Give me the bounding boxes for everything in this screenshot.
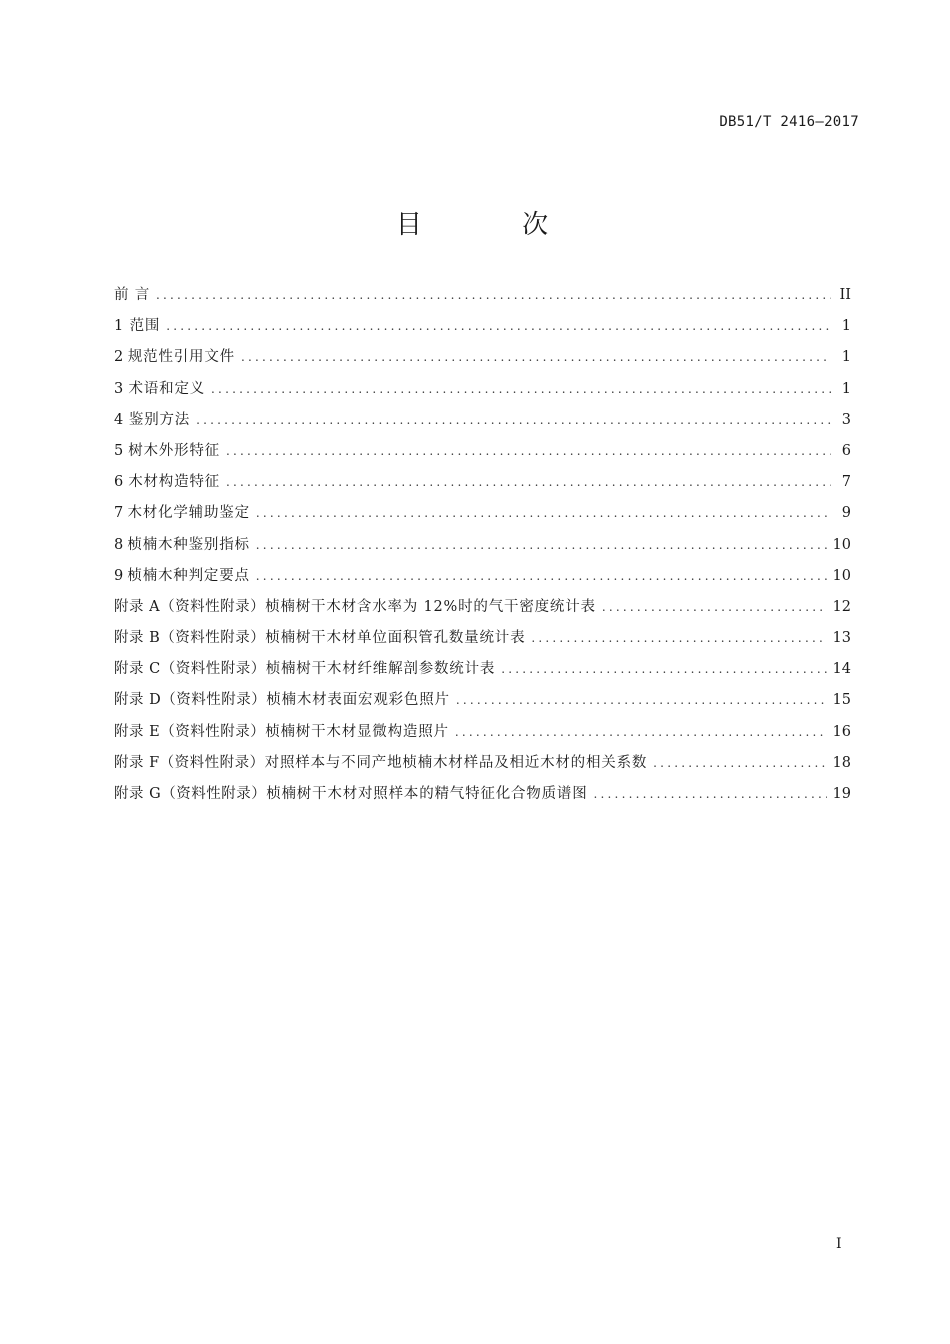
toc-entry-number: 3: [114, 380, 124, 397]
toc-entry-title: 木材化学辅助鉴定: [127, 505, 250, 522]
page-number: I: [836, 1236, 842, 1252]
toc-leader-dots: [456, 693, 827, 707]
toc-annex-title: 桢楠树干木材对照样本的精气特征化合物质谱图: [266, 786, 588, 802]
toc-entry-page: 10: [832, 567, 851, 584]
toc-entry-title: 鉴别方法: [128, 411, 191, 428]
toc-entry-title: 规范性引用文件: [127, 349, 235, 366]
toc-entry-1[interactable]: [114, 314, 851, 345]
toc-annex-d[interactable]: [114, 688, 851, 719]
toc-annex-c[interactable]: [114, 657, 851, 688]
toc-entry-number: 9: [114, 567, 124, 584]
toc-entry-number: 4: [114, 411, 124, 428]
toc-leader-dots: [455, 725, 827, 739]
toc-annex-page: 13: [832, 630, 851, 647]
toc-annex-label: 附录 G（资料性附录）: [114, 786, 267, 802]
toc-annex-title: 桢楠树干木材单位面积管孔数量统计表: [265, 630, 526, 647]
toc-leader-dots: [211, 382, 831, 396]
toc-annex-g[interactable]: [114, 782, 851, 813]
toc-leader-dots: [241, 350, 831, 364]
toc-entry-page: 3: [841, 411, 851, 428]
toc-entry-title: 树木外形特征: [128, 442, 220, 459]
toc-entry-number: 7: [114, 505, 124, 522]
toc-entry-page: 1: [841, 380, 851, 397]
toc-entry-8[interactable]: [114, 533, 851, 564]
toc-entry-number: 2: [114, 349, 124, 366]
toc-annex-page: 18: [832, 754, 851, 771]
document-code: DB51/T 2416—2017: [719, 114, 859, 130]
toc-entry-7[interactable]: [114, 501, 851, 532]
table-of-contents: [114, 283, 851, 813]
toc-entry-foreword[interactable]: [114, 283, 851, 314]
toc-entry-page: 10: [832, 536, 851, 553]
toc-entry-page: 1: [841, 349, 851, 366]
toc-leader-dots: [166, 319, 831, 333]
toc-entry-number: 5: [114, 442, 124, 459]
toc-annex-a[interactable]: [114, 595, 851, 626]
toc-entry-title: 前 言: [114, 287, 151, 303]
page-title: 目 次: [395, 210, 595, 240]
toc-leader-dots: [501, 662, 826, 676]
toc-annex-page: 14: [832, 661, 851, 678]
toc-entry-title: 术语和定义: [128, 380, 206, 397]
toc-entry-title: 桢楠木种鉴别指标: [127, 536, 250, 553]
toc-annex-title: 桢楠树干木材纤维解剖参数统计表: [265, 661, 496, 678]
toc-annex-label: 附录 B（资料性附录）: [114, 630, 266, 647]
toc-entry-6[interactable]: [114, 470, 851, 501]
toc-entry-3[interactable]: [114, 377, 851, 408]
toc-annex-label: 附录 D（资料性附录）: [114, 692, 267, 709]
toc-annex-page: 19: [832, 786, 851, 802]
toc-entry-number: 8: [114, 536, 124, 553]
toc-leader-dots: [531, 631, 826, 645]
toc-leader-dots: [653, 756, 826, 770]
toc-annex-b[interactable]: [114, 626, 851, 657]
toc-entry-title: 范围: [129, 318, 161, 335]
toc-annex-page: 16: [832, 723, 851, 740]
toc-leader-dots: [256, 506, 831, 520]
toc-annex-label: 附录 E（资料性附录）: [114, 723, 266, 740]
toc-leader-dots: [196, 413, 831, 427]
toc-annex-f[interactable]: [114, 751, 851, 782]
toc-entry-page: II: [839, 287, 851, 303]
toc-annex-page: 15: [832, 692, 851, 709]
toc-annex-label: 附录 F（资料性附录）: [114, 754, 265, 771]
toc-entry-2[interactable]: [114, 345, 851, 376]
toc-leader-dots: [602, 600, 827, 614]
toc-entry-page: 7: [841, 474, 851, 491]
toc-annex-title: 对照样本与不同产地桢楠木材样品及相近木材的相关系数: [264, 754, 648, 771]
toc-leader-dots: [226, 444, 831, 458]
toc-leader-dots: [594, 787, 827, 801]
toc-annex-label: 附录 C（资料性附录）: [114, 661, 266, 678]
toc-entry-number: 1: [114, 318, 124, 335]
toc-entry-5[interactable]: [114, 439, 851, 470]
toc-entry-page: 1: [841, 318, 851, 335]
toc-annex-label: 附录 A（资料性附录）: [114, 598, 266, 615]
toc-entry-page: 6: [841, 442, 851, 459]
toc-leader-dots: [256, 538, 827, 552]
toc-annex-title: 桢楠树干木材显微构造照片: [265, 723, 449, 740]
toc-entry-number: 6: [114, 474, 124, 491]
toc-annex-page: 12: [832, 598, 851, 615]
toc-annex-title: 桢楠树干木材含水率为 12%时的气干密度统计表: [265, 598, 596, 615]
toc-entry-page: 9: [841, 505, 851, 522]
toc-entry-title: 木材构造特征: [128, 474, 220, 491]
toc-entry-4[interactable]: [114, 408, 851, 439]
toc-annex-e[interactable]: [114, 720, 851, 751]
toc-entry-title: 桢楠木种判定要点: [127, 567, 250, 584]
toc-entry-9[interactable]: [114, 564, 851, 595]
toc-annex-title: 桢楠木材表面宏观彩色照片: [266, 692, 450, 709]
toc-leader-dots: [156, 288, 831, 302]
toc-leader-dots: [256, 569, 827, 583]
toc-leader-dots: [226, 475, 831, 489]
